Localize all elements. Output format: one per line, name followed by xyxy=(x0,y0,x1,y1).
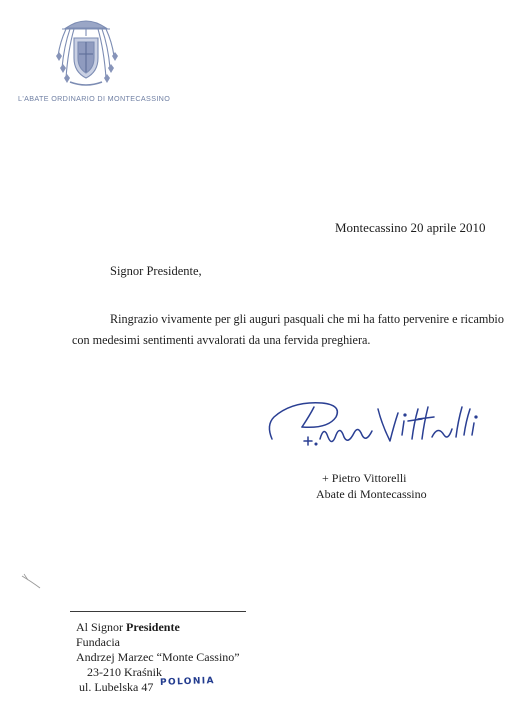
address-line-3: Andrzej Marzec “Monte Cassino” xyxy=(76,650,240,664)
handwritten-country: POLONIA xyxy=(159,676,216,688)
address-line-1 xyxy=(76,620,180,635)
address-divider xyxy=(70,611,246,612)
signer-name: + Pietro Vittorelli xyxy=(322,471,407,485)
body-text-line-2: con medesimi sentimenti avvalorati da una fervida preghiera. xyxy=(72,333,371,347)
fold-mark xyxy=(20,572,42,592)
salutation: Signor Presidente, xyxy=(110,264,202,278)
address-line-2: Fundacia xyxy=(76,635,120,649)
body-text-line-1: Ringrazio vivamente per gli auguri pasquali che mi ha fatto pervenire e ricambio xyxy=(110,312,504,326)
address-line-4: 23-210 Kraśnik xyxy=(87,665,162,679)
address-prefix: Al Signor xyxy=(76,620,124,634)
address-recipient: Presidente xyxy=(126,620,180,634)
letterhead-title: L'ABATE ORDINARIO DI MONTECASSINO xyxy=(18,94,171,103)
coat-of-arms-icon xyxy=(52,12,120,90)
signer-title: Abate di Montecassino xyxy=(316,487,427,501)
handwritten-signature xyxy=(262,395,487,455)
place-date: Montecassino 20 aprile 2010 xyxy=(335,220,486,235)
address-line-5: ul. Lubelska 47 xyxy=(79,680,154,694)
